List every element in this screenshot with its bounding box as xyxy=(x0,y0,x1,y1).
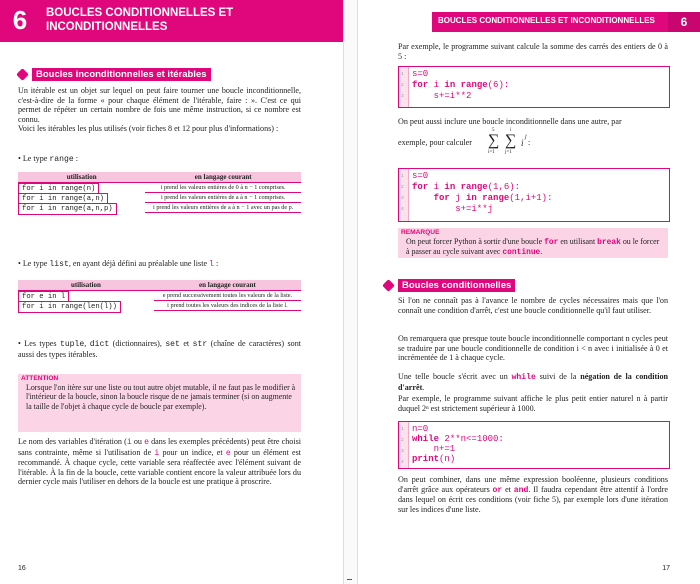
code-line: print(n) xyxy=(412,454,456,464)
text: pour un indice, et xyxy=(159,447,226,457)
text: pour un élément est recommandé. À chaque cycle, cette variable sera réaffectée avec l'élément suivant de l'itérable. À la fin de la boucle, cette variable contient encore la valeur attribuée lors du dernier cycle mais l'utiliser en dehors de la boucle est une pratique à proscrire. xyxy=(18,447,302,487)
table-cell-code: for e in l xyxy=(18,291,69,303)
para-common-iterables: Voici les itérables les plus utilisés (voir fiches 8 et 12 pour plus d'informations) : xyxy=(18,124,279,134)
running-header-title: BOUCLES CONDITIONNELLES ET INCONDITIONNELLES xyxy=(438,16,655,25)
code-block-nested-loops xyxy=(398,168,670,222)
text: dans les exemples précédents) peut être choisi sans contrainte, même si l'utilisation de xyxy=(18,437,302,457)
table-cell-desc: i prend toutes les valeurs des indices de la liste l. xyxy=(154,301,301,311)
sum-squares-intro: Par exemple, le programme suivant calcule la somme des carrés des entiers de 0 à 5 : xyxy=(398,42,668,61)
left-page xyxy=(0,0,343,584)
code-line: s+=i**j xyxy=(412,204,494,214)
code-line: s+=i**2 xyxy=(412,91,472,101)
code-range: range xyxy=(49,155,74,164)
table-row xyxy=(18,193,301,203)
code-i: i xyxy=(154,448,160,458)
conditional-intro: Si l'on ne connaît pas à l'avance le nombre de cycles nécessaires mais que l'on connaît une condition d'arrêt, c'est une boucle conditionnelle qu'il faut utiliser. xyxy=(398,296,668,315)
code-line: n+=1 xyxy=(412,444,456,454)
text: : xyxy=(213,259,219,268)
line-number: 1 xyxy=(401,72,404,77)
list-type-line xyxy=(18,259,301,270)
code-l: l xyxy=(209,260,214,269)
remarque-box xyxy=(398,228,668,258)
text: suivi de la xyxy=(535,372,581,381)
range-type-line xyxy=(18,154,301,165)
right-page xyxy=(356,0,700,584)
text: , xyxy=(84,339,90,348)
line-number: 3 xyxy=(401,94,404,99)
table-cell-desc: i prend les valeurs entières de a à n − 1 avec un pas de p. xyxy=(145,203,301,213)
code-dict: dict xyxy=(89,340,110,349)
code-line: for i in range(1,6): xyxy=(412,182,521,192)
iteration-variable-paragraph xyxy=(18,437,301,487)
text: (dictionnaires), xyxy=(109,339,166,348)
table-row xyxy=(18,291,301,301)
intro-paragraph xyxy=(18,86,301,134)
code-for: for xyxy=(544,238,559,247)
text: (chaîne de caractères) sont aussi des types itérables. xyxy=(18,339,302,359)
sum-lower-bound: j=1 xyxy=(505,150,512,155)
text: Une telle boucle s'écrit avec un xyxy=(398,372,512,381)
text: et xyxy=(179,339,193,348)
line-number: 2 xyxy=(401,185,404,190)
para-iterable-definition: Un itérable est un objet sur lequel on peut faire tourner une boucle inconditionnelle, c'est-à-dire de la forme « pour chaque élément de l'itérable, faire : ». C'est ce qui permet de répéter un certain nombre de fois une même instruction, si ce nombre est connu. xyxy=(18,86,301,124)
code-lines xyxy=(412,424,504,464)
line-number: 4 xyxy=(401,460,404,465)
col-header-use: utilisation xyxy=(18,172,145,183)
text: : xyxy=(528,138,531,147)
code-e: e xyxy=(144,438,149,447)
code-e: e xyxy=(225,448,231,458)
text: • Les types xyxy=(18,339,60,348)
line-number: 3 xyxy=(401,449,404,454)
code-set: set xyxy=(165,340,180,349)
table-row xyxy=(18,301,301,311)
code-break: break xyxy=(597,238,621,247)
attention-title: ATTENTION xyxy=(21,375,59,382)
sum-upper-bound: i xyxy=(510,128,512,133)
remarque-body xyxy=(406,237,664,258)
sigma-symbol: ∑ xyxy=(488,132,500,149)
attention-body: Lorsque l'on itère sur une liste ou tout autre objet mutable, il ne faut pas le modifier à l'intérieur de la boucle, sinon la boucle risque de ne jamais terminer (si on augmente la taille de l'objet à chaque cycle de boucle par exemple). xyxy=(26,383,296,411)
text: ou le forcer à passer au cycle suivant avec xyxy=(406,237,660,257)
code-line: for j in range(1,i+1): xyxy=(433,193,553,203)
table-row xyxy=(18,183,301,193)
nested-loop-intro-2: exemple, pour calculer xyxy=(398,138,472,147)
sum-upper-bound: 5 xyxy=(492,128,495,133)
table-row xyxy=(18,203,301,213)
diamond-bullet-icon xyxy=(382,279,395,292)
line-number: 3 xyxy=(401,196,404,201)
text: • Le type xyxy=(18,154,50,163)
chapter-title: BOUCLES CONDITIONNELLES ET INCONDITIONNELLES xyxy=(46,7,234,33)
table-cell-code: for i in range(len(l)) xyxy=(18,301,121,313)
code-line: while 2**n<=1000: xyxy=(412,434,504,444)
code-continue: continue xyxy=(502,248,541,258)
sum-exponent: j xyxy=(525,134,527,140)
list-table xyxy=(18,280,301,311)
code-tuple: tuple xyxy=(59,340,85,349)
text: . Il faudra cependant être attentif à l'ordre dans lequel on écrit ces conditions (voir fiche 5), par exemple lors d'une itération sur les indices d'une liste. xyxy=(398,484,668,514)
text: • Le type xyxy=(18,259,50,268)
code-lines xyxy=(412,171,552,215)
bold-text: négation de la condition d'arrêt xyxy=(398,372,668,392)
gutter-mark xyxy=(347,579,352,580)
line-number: 4 xyxy=(401,207,404,212)
section-title: Boucles conditionnelles xyxy=(398,279,515,292)
section-title: Boucles inconditionnelles et itérables xyxy=(32,68,211,81)
sum-lower-bound: i=1 xyxy=(488,150,495,155)
page-number-right: 17 xyxy=(662,565,670,572)
table-cell-code: for i in range(n) xyxy=(18,183,99,195)
table-cell-desc: i prend les valeurs entières de 0 à n − 1 comprises. xyxy=(145,183,301,193)
chapter-header xyxy=(0,0,343,42)
diamond-bullet-icon xyxy=(16,68,29,81)
col-header-lang: en langage courant xyxy=(154,280,301,291)
page-number-left: 16 xyxy=(18,565,26,572)
sum-term: i xyxy=(521,138,524,148)
text: ou xyxy=(131,437,145,446)
line-number: 1 xyxy=(401,174,404,179)
code-line: s=0 xyxy=(412,171,429,181)
line-number: 2 xyxy=(401,438,404,443)
code-block-sum-squares xyxy=(398,66,670,108)
code-lines xyxy=(412,69,509,102)
col-header-lang: en langage courant xyxy=(145,172,301,183)
text: . xyxy=(422,382,425,392)
nested-loop-intro: On peut aussi inclure une boucle inconditionnelle dans une autre, par xyxy=(398,117,622,126)
code-list: list xyxy=(49,260,69,269)
text: : xyxy=(73,154,78,163)
code-line: s=0 xyxy=(412,69,429,79)
running-header xyxy=(432,12,700,32)
table-cell-desc: e prend successivement toutes les valeurs de la liste. xyxy=(154,291,301,301)
col-header-use: utilisation xyxy=(18,280,154,291)
range-table xyxy=(18,172,301,213)
text: et xyxy=(502,484,514,494)
remarque-title: REMARQUE xyxy=(401,229,440,236)
code-while: while xyxy=(511,373,536,382)
code-line: for i in range(6): xyxy=(412,80,510,90)
text: en utilisant xyxy=(558,237,598,246)
conditional-equivalence: On remarquera que presque toute boucle inconditionnelle comportant n cycles peut se traduire par une boucle conditionnelle de condition i < n avec i initialisée à 0 et incrémentée de 1 à chaque cycle. xyxy=(398,334,668,363)
sigma-symbol: ∑ xyxy=(505,132,517,149)
double-sum-formula xyxy=(488,128,548,158)
text: , en ayant déjà défini au préalable une liste xyxy=(68,259,210,268)
code-str: str xyxy=(192,340,208,349)
code-and: and xyxy=(513,485,529,495)
while-syntax-paragraph xyxy=(398,372,668,392)
boolean-operators-paragraph xyxy=(398,475,668,514)
while-example-intro: Par exemple, le programme suivant affiche le plus petit entier naturel n à partir duquel 2ⁿ est strictement supérieur à 1000. xyxy=(398,394,668,413)
table-cell-desc: i prend les valeurs entières de a à n − 1 comprises. xyxy=(145,193,301,203)
text: On peut forcer Python à sortir d'une boucle xyxy=(406,237,545,246)
code-or: or xyxy=(492,485,503,495)
other-types-line xyxy=(18,339,301,359)
line-number: 2 xyxy=(401,83,404,88)
text: On peut combiner, dans une même expression booléenne, plusieurs conditions d'arrêt grâce aux opérateurs xyxy=(398,475,668,494)
code-line: n=0 xyxy=(412,424,429,434)
table-cell-code: for i in range(a,n,p) xyxy=(18,203,117,215)
running-header-number: 6 xyxy=(668,12,700,32)
attention-box xyxy=(18,374,301,432)
table-cell-code: for i in range(a,n) xyxy=(18,193,108,205)
text: . xyxy=(540,247,543,257)
text: Le nom des variables d'itération ( xyxy=(18,437,127,446)
code-i: i xyxy=(126,438,132,447)
chapter-number: 6 xyxy=(12,5,28,35)
code-block-while xyxy=(398,421,670,469)
line-number: 1 xyxy=(401,427,404,432)
